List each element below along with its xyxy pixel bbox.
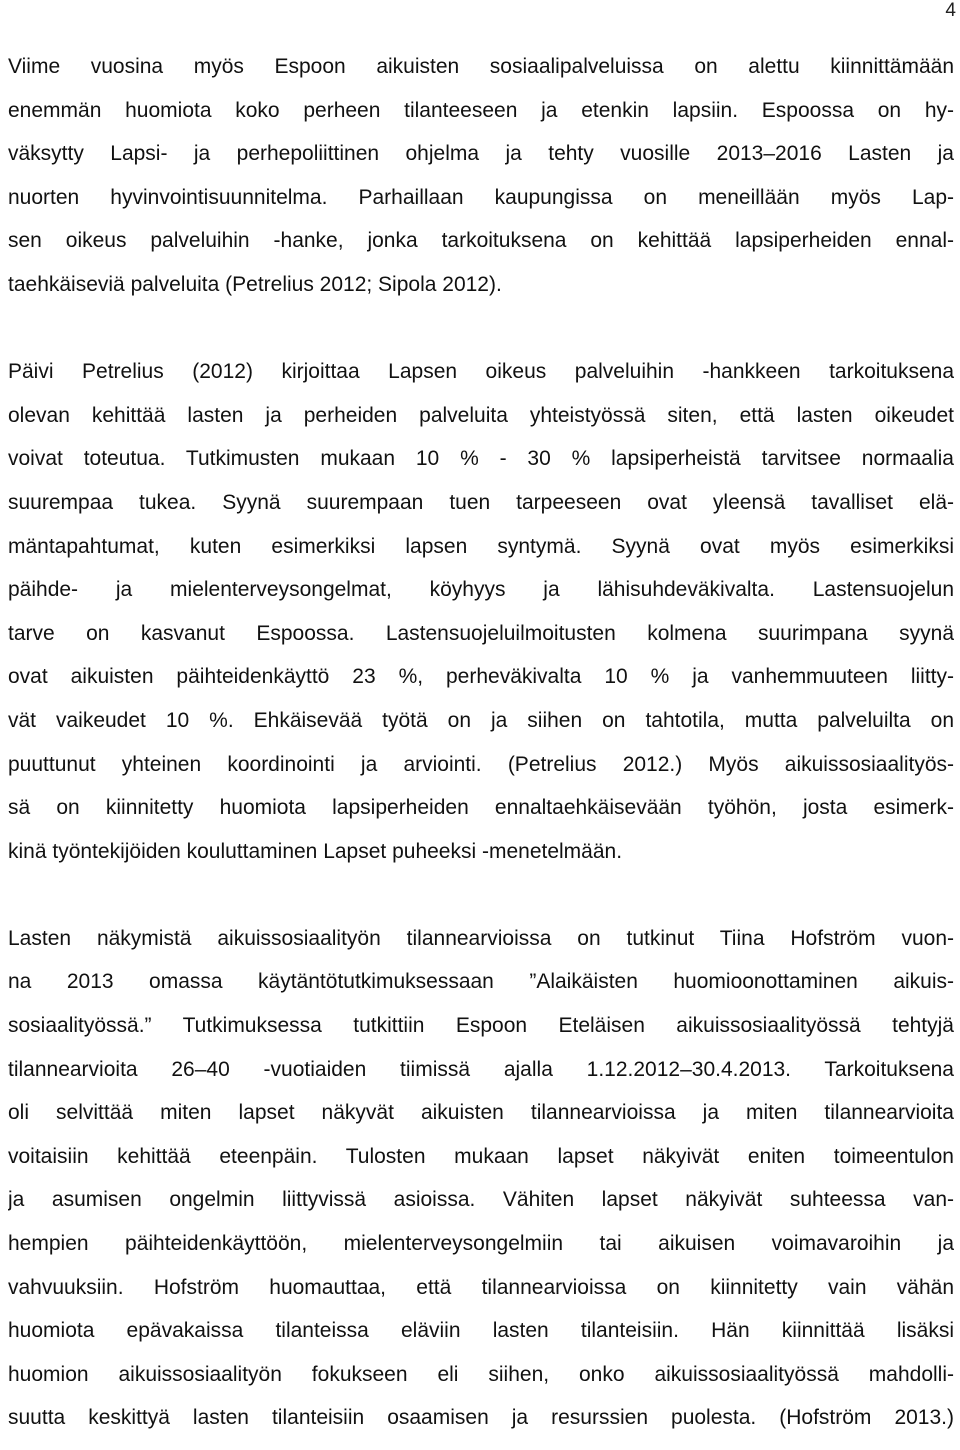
- text-line: ja asumisen ongelmin liittyvissä asioissa. Vähiten lapset näkyivät suhteessa van-: [8, 1188, 954, 1212]
- text-line: voitaisiin kehittää eteenpäin. Tulosten mukaan lapset näkyivät eniten toimeentulon: [8, 1144, 954, 1168]
- text-line: Lasten näkymistä aikuissosiaalityön tilannearvioissa on tutkinut Tiina Hofström vuon-: [8, 926, 954, 950]
- text-line: enemmän huomiota koko perheen tilanteeseen ja etenkin lapsiin. Espoossa on hy-: [8, 98, 954, 122]
- text-line: huomiota epävakaissa tilanteissa eläviin lasten tilanteisiin. Hän kiinnittää lisäksi: [8, 1319, 954, 1343]
- paragraph-gap: [8, 317, 954, 361]
- body-text: [8, 55, 954, 1450]
- text-line: hempien päihteidenkäyttöön, mielenterveysongelmiin tai aikuisen voimavaroihin ja: [8, 1232, 954, 1256]
- text-line: suurempaa tukea. Syynä suurempaan tuen tarpeeseen ovat yleensä tavalliset elä-: [8, 490, 954, 514]
- text-line: oli selvittää miten lapset näkyvät aikuisten tilannearvioissa ja miten tilannearvioita: [8, 1101, 954, 1125]
- paragraph-1: [8, 55, 954, 317]
- text-line: sä on kiinnitetty huomiota lapsiperheiden ennaltaehkäisevään työhön, josta esimerk-: [8, 796, 954, 820]
- text-line: suutta keskittyä lasten tilanteisiin osaamisen ja resurssien puolesta. (Hofström 2013.): [8, 1406, 954, 1430]
- text-line: puuttunut yhteinen koordinointi ja arviointi. (Petrelius 2012.) Myös aikuissosiaalityös-: [8, 752, 954, 776]
- paragraph-2: [8, 360, 954, 883]
- text-line: Päivi Petrelius (2012) kirjoittaa Lapsen oikeus palveluihin -hankkeen tarkoituksena: [8, 360, 954, 384]
- text-line: huomion aikuissosiaalityön fokukseen eli siihen, onko aikuissosiaalityössä mahdolli-: [8, 1362, 954, 1386]
- text-line: taehkäiseviä palveluita (Petrelius 2012; Sipola 2012).: [8, 272, 502, 296]
- page-number: 4: [945, 0, 956, 21]
- text-line: tarve on kasvanut Espoossa. Lastensuojeluilmoitusten kolmena suurimpana syynä: [8, 621, 954, 645]
- text-line: vät vaikeudet 10 %. Ehkäisevää työtä on ja siihen on tahtotila, mutta palveluilta on: [8, 708, 954, 732]
- text-line: päihde- ja mielenterveysongelmat, köyhyys ja lähisuhdeväkivalta. Lastensuojelun: [8, 578, 954, 602]
- text-line: olevan kehittää lasten ja perheiden palveluita yhteistyössä siten, että lasten oikeudet: [8, 403, 954, 427]
- text-line: voivat toteutua. Tutkimusten mukaan 10 % - 30 % lapsiperheistä tarvitsee normaalia: [8, 447, 954, 471]
- text-line: mäntapahtumat, kuten esimerkiksi lapsen syntymä. Syynä ovat myös esimerkiksi: [8, 534, 954, 558]
- text-line: sen oikeus palveluihin -hanke, jonka tarkoituksena on kehittää lapsiperheiden ennal-: [8, 229, 954, 253]
- text-line: na 2013 omassa käytäntötutkimuksessaan ”Alaikäisten huomioonottaminen aikuis-: [8, 970, 954, 994]
- text-line: tilannearvioita 26–40 -vuotiaiden tiimissä ajalla 1.12.2012–30.4.2013. Tarkoituksena: [8, 1057, 954, 1081]
- text-line: väksytty Lapsi- ja perhepoliittinen ohjelma ja tehty vuosille 2013–2016 Lasten ja: [8, 142, 954, 166]
- paragraph-3: [8, 927, 954, 1450]
- text-line: Viime vuosina myös Espoon aikuisten sosiaalipalveluissa on alettu kiinnittämään: [8, 55, 954, 78]
- text-line: sosiaalityössä.” Tutkimuksessa tutkittiin Espoon Eteläisen aikuissosiaalityössä tehtyjä: [8, 1014, 954, 1038]
- text-line: nuorten hyvinvointisuunnitelma. Parhaillaan kaupungissa on meneillään myös Lap-: [8, 185, 954, 209]
- text-line: ovat aikuisten päihteidenkäyttö 23 %, perheväkivalta 10 % ja vanhemmuuteen liitty-: [8, 665, 954, 689]
- text-line: vahvuuksiin. Hofström huomauttaa, että tilannearvioissa on kiinnitetty vain vähän: [8, 1275, 954, 1299]
- text-line: kinä työntekijöiden kouluttaminen Lapset puheeksi -menetelmään.: [8, 839, 623, 863]
- paragraph-gap: [8, 883, 954, 927]
